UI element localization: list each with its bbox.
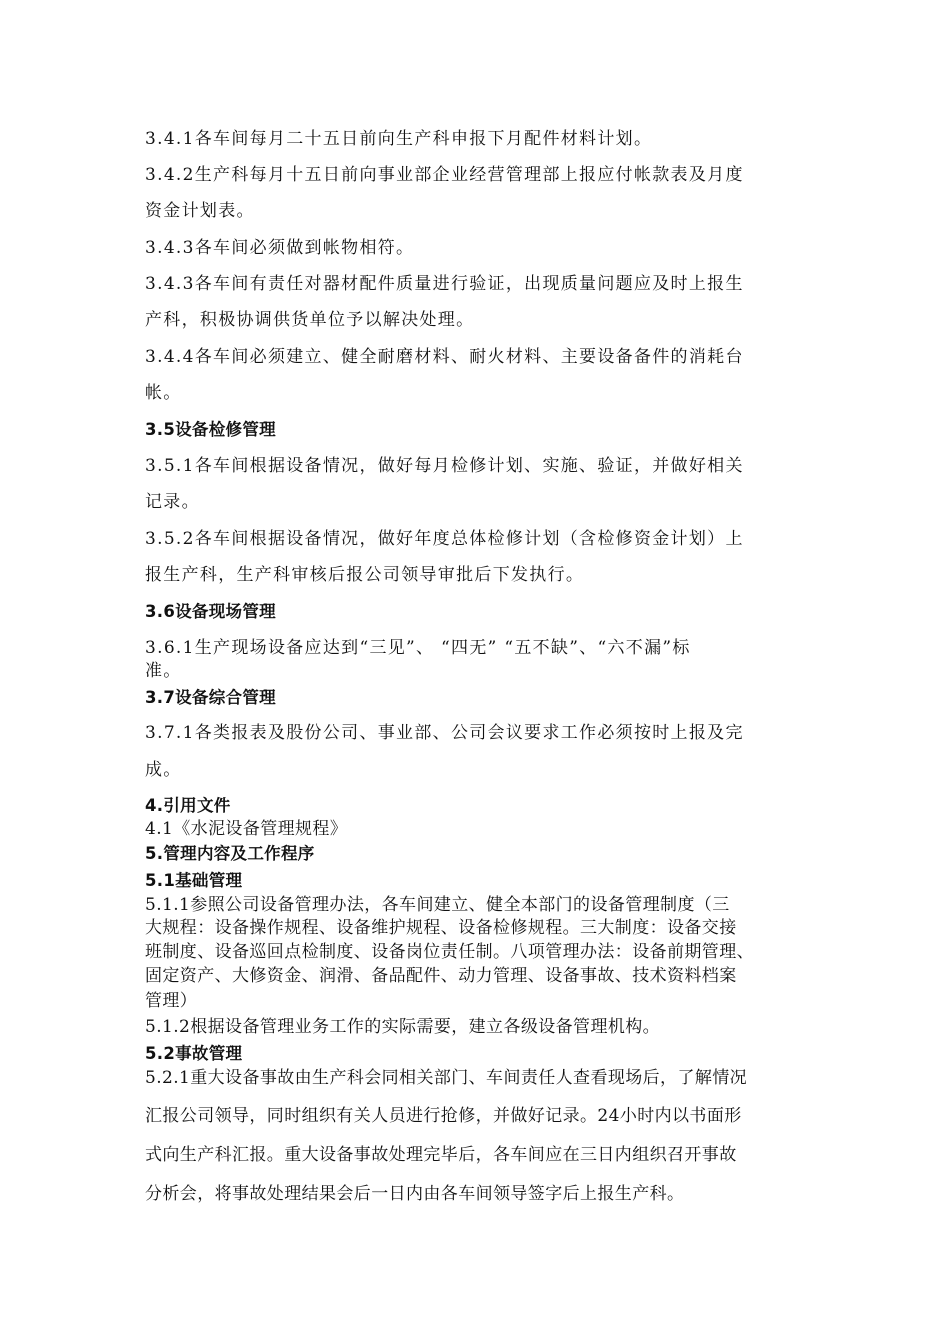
- clause-5-1-1-cont-3: 固定资产、大修资金、润滑、备品配件、动力管理、设备事故、技术资料档案: [145, 966, 737, 986]
- clause-5-1-2: 5.1.2根据设备管理业务工作的实际需要，建立各级设备管理机构。: [145, 1017, 661, 1037]
- section-5-heading: 5.管理内容及工作程序: [145, 844, 315, 863]
- clause-3-5-2-cont: 报生产科，生产科审核后报公司领导审批后下发执行。: [145, 565, 585, 585]
- clause-3-4-3b-cont: 产科，积极协调供货单位予以解决处理。: [145, 310, 475, 330]
- clause-3-4-4: 3.4.4各车间必须建立、健全耐磨材料、耐火材料、主要设备备件的消耗台: [145, 347, 744, 367]
- clause-3-4-4-cont: 帐。: [145, 383, 182, 403]
- clause-4-1: 4.1《水泥设备管理规程》: [145, 819, 348, 839]
- section-5-2-heading: 5.2事故管理: [145, 1044, 243, 1063]
- clause-5-2-1-cont-3: 分析会，将事故处理结果会后一日内由各车间领导签字后上报生产科。: [145, 1184, 685, 1204]
- clause-3-5-2: 3.5.2各车间根据设备情况，做好年度总体检修计划（含检修资金计划）上: [145, 529, 744, 549]
- clause-3-6-1-cont: 准。: [145, 661, 182, 681]
- clause-3-4-3b: 3.4.3各车间有责任对器材配件质量进行验证，出现质量问题应及时上报生: [145, 274, 744, 294]
- clause-5-1-1-cont-4: 管理）: [145, 991, 198, 1011]
- section-5-1-heading: 5.1基础管理: [145, 871, 243, 890]
- clause-5-1-1-cont-1: 大规程：设备操作规程、设备维护规程、设备检修规程。三大制度：设备交接: [145, 918, 737, 938]
- clause-3-4-1: 3.4.1各车间每月二十五日前向生产科申报下月配件材料计划。: [145, 129, 653, 149]
- clause-3-5-1: 3.5.1各车间根据设备情况，做好每月检修计划、实施、验证，并做好相关: [145, 456, 744, 476]
- clause-3-4-2: 3.4.2生产科每月十五日前向事业部企业经营管理部上报应付帐款表及月度: [145, 165, 744, 185]
- clause-3-7-1: 3.7.1各类报表及股份公司、事业部、公司会议要求工作必须按时上报及完: [145, 723, 744, 743]
- section-4-heading: 4.引用文件: [145, 796, 231, 815]
- clause-5-2-1-cont-1: 汇报公司领导，同时组织有关人员进行抢修，并做好记录。24小时内以书面形: [145, 1106, 742, 1126]
- clause-3-4-3a: 3.4.3各车间必须做到帐物相符。: [145, 238, 415, 258]
- clause-3-4-2-cont: 资金计划表。: [145, 201, 255, 221]
- clause-3-6-1: 3.6.1生产现场设备应达到“三见”、 “四无” “五不缺”、“六不漏”标: [145, 638, 691, 658]
- clause-5-1-1-cont-2: 班制度、设备巡回点检制度、设备岗位责任制。八项管理办法：设备前期管理、: [145, 942, 754, 962]
- section-3-5-heading: 3.5设备检修管理: [145, 420, 276, 439]
- clause-5-2-1-cont-2: 式向生产科汇报。重大设备事故处理完毕后，各车间应在三日内组织召开事故: [145, 1145, 737, 1165]
- clause-5-1-1: 5.1.1参照公司设备管理办法，各车间建立、健全本部门的设备管理制度（三: [145, 895, 730, 915]
- clause-5-2-1: 5.2.1重大设备事故由生产科会同相关部门、车间责任人查看现场后，了解情况: [145, 1068, 748, 1088]
- clause-3-7-1-cont: 成。: [145, 760, 182, 780]
- section-3-6-heading: 3.6设备现场管理: [145, 602, 276, 621]
- section-3-7-heading: 3.7设备综合管理: [145, 688, 276, 707]
- clause-3-5-1-cont: 记录。: [145, 492, 200, 512]
